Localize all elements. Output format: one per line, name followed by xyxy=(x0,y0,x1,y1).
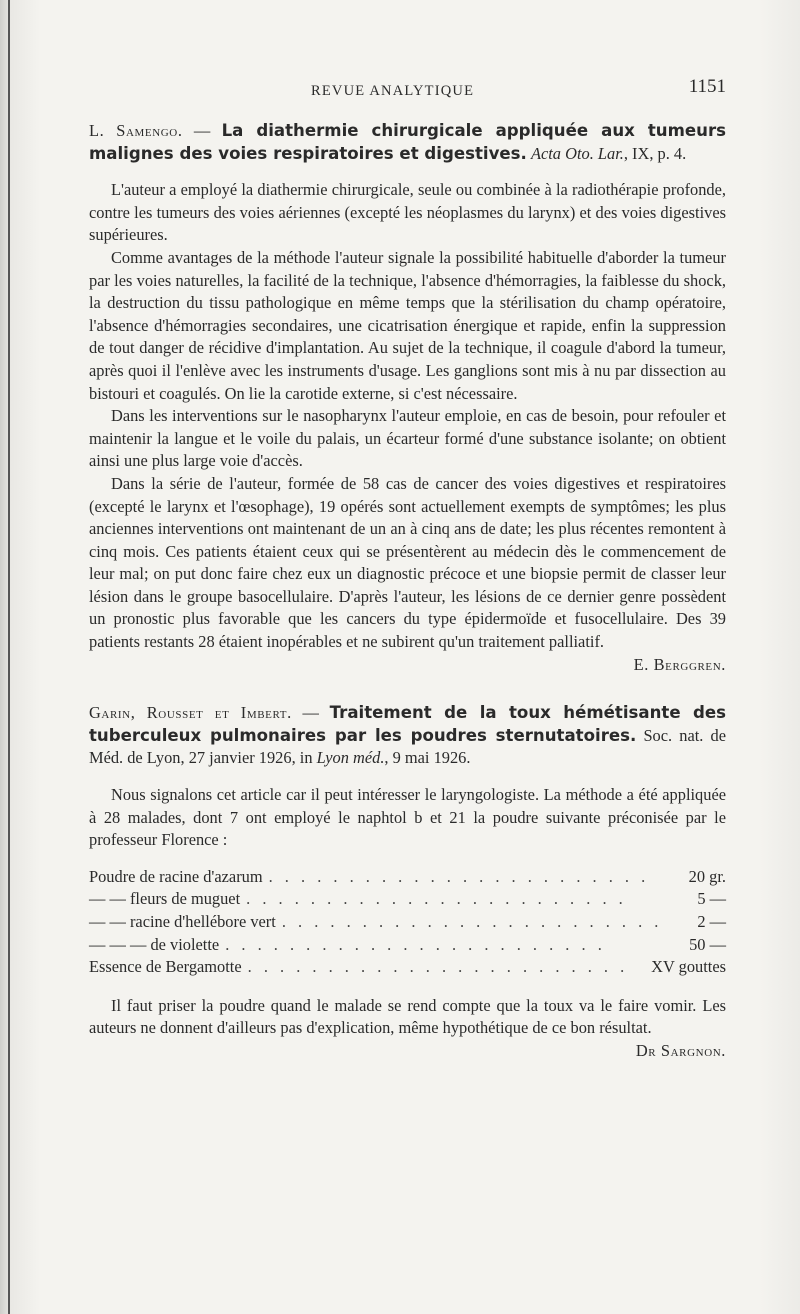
article-garin xyxy=(89,702,727,1060)
page-number: 1151 xyxy=(688,76,726,97)
article-samengo xyxy=(89,120,726,676)
citation-dash: — xyxy=(182,121,222,140)
article-paragraph: L'auteur a employé la diathermie chirurgicale, seule ou combinée à la radiothérapie profonde, contre les tumeurs des voies aériennes (excepté les néoplasmes du larynx) et des voies digestives supérieures. xyxy=(89,180,726,245)
recipe-item: — — — de violette . . . . . . . . . . . . . . . . . . . . . . . . 50 — xyxy=(89,934,726,957)
recipe-list xyxy=(89,866,726,979)
article-paragraph: Comme avantages de la méthode l'auteur signale la possibilité habituelle d'aborder la tumeur par les voies naturelles, la facilité de la technique, l'absence d'hémorragies, la faiblesse du shock, la destruction du tissu pathologique en même temps que la stérilisation du champ opératoire, l'absence d'hémorragies secondaires, une cicatrisation énergique et rapide, enfin la suppression de tout danger de récidive d'implantation. Au sujet de la technique, il coagule d'abord la tumeur, après quoi il l'enlève avec les instruments d'usage. Les ganglions sont mis à nu par dissection au bistouri et coagulés. On lie la carotide externe, si c'est nécessaire. xyxy=(89,247,726,403)
article-title: Traitement de la toux hémétisante des tuberculeux pulmonaires par les poudres sternutatoires. xyxy=(89,703,727,745)
recipe-item: — — racine d'hellébore vert . . . . . . . . . . . . . . . . . . . . . . . . 2 — xyxy=(89,911,726,934)
article-citation xyxy=(89,702,726,770)
article-paragraph: Dans les interventions sur le nasopharynx l'auteur emploie, en cas de besoin, pour refouler et maintenir la langue et le voile du palais, un écarteur formé d'une substance isolante; on obtient ainsi une plus large voie d'accès. xyxy=(89,406,726,471)
article-authors: L. Samengo. xyxy=(89,121,183,140)
citation-details: , IX, p. 4. xyxy=(623,143,687,163)
citation-society: Soc. nat. de Méd. de Lyon, 27 janvier 1926, in xyxy=(89,725,726,768)
citation-details: , 9 mai 1926. xyxy=(384,748,471,768)
citation-dash: — xyxy=(291,703,330,723)
leader-dots: . . . . . . . . . . . . . . . . . . . . . . . . xyxy=(247,957,629,977)
article-authors: Garin, Rousset et Imbert. xyxy=(89,703,292,723)
leader-dots: . . . . . . . . . . . . . . . . . . . . . . . . xyxy=(246,889,627,909)
running-title: REVUE ANALYTIQUE xyxy=(311,83,475,99)
recipe-item: — — fleurs de muguet . . . . . . . . . . . . . . . . . . . . . . . . 5 — xyxy=(89,888,726,911)
page-content xyxy=(89,78,726,1063)
article-paragraph: Nous signalons cet article car il peut intéresser le laryngologiste. La méthode a été appliquée à 28 malades, dont 7 ont employé le naphtol b et 21 la poudre suivante préconisée par le professeur Florence : xyxy=(89,785,726,850)
article-paragraph: Il faut priser la poudre quand le malade se rend compte que la toux va le faire vomir. Les auteurs ne donnent d'ailleurs pas d'explication, même hypothétique de ce bon résultat. Dr Sargnon. xyxy=(89,995,726,1040)
page-header xyxy=(89,78,726,112)
journal-name: Lyon méd. xyxy=(316,748,385,768)
reviewer-signature: E. Berggren. xyxy=(633,654,726,674)
leader-dots: . . . . . . . . . . . . . . . . . . . . . . . . xyxy=(225,934,606,954)
leader-dots: . . . . . . . . . . . . . . . . . . . . . . . . xyxy=(281,912,663,931)
reviewer-signature: Dr Sargnon. xyxy=(635,1040,726,1060)
leader-dots: . . . . . . . . . . . . . . . . . . . . . . . . xyxy=(268,866,650,886)
article-paragraph: Dans la série de l'auteur, formée de 58 cas de cancer des voies digestives et respiratoires (excepté le larynx et l'œsophage), 19 opérés sont actuellement exempts de symptômes; les plus anciennes interventions ont maintenant de un an à cinq ans de date; les plus récentes remontent à cinq mois. Ces patients étaient ceux qui se présentèrent au médecin dès le commencement de leur mal; on put donc faire chez eux un diagnostic précoce et une biopsie permit de classer leur lésion dans le groupe basocellulaire. D'après l'auteur, les lésions de ce dernier genre possèdent un pronostic plus favorable que les cancers du type épidermoïde et fusocellulaire. Des 39 patients restants 28 étaient inopérables et ne subirent qu'un traitement palliatif. xyxy=(89,473,726,652)
article-citation xyxy=(89,120,726,165)
recipe-item: Poudre de racine d'azarum . . . . . . . . . . . . . . . . . . . . . . . . 20 gr. xyxy=(89,866,726,889)
journal-name: Acta Oto. Lar. xyxy=(530,143,624,163)
recipe-item: Essence de Bergamotte . . . . . . . . . . . . . . . . . . . . . . . . XV gouttes xyxy=(89,956,726,979)
article-title: La diathermie chirurgicale appliquée aux tumeurs malignes des voies respiratoires et digestives. xyxy=(89,121,727,163)
page-binding-edge xyxy=(8,0,10,1314)
